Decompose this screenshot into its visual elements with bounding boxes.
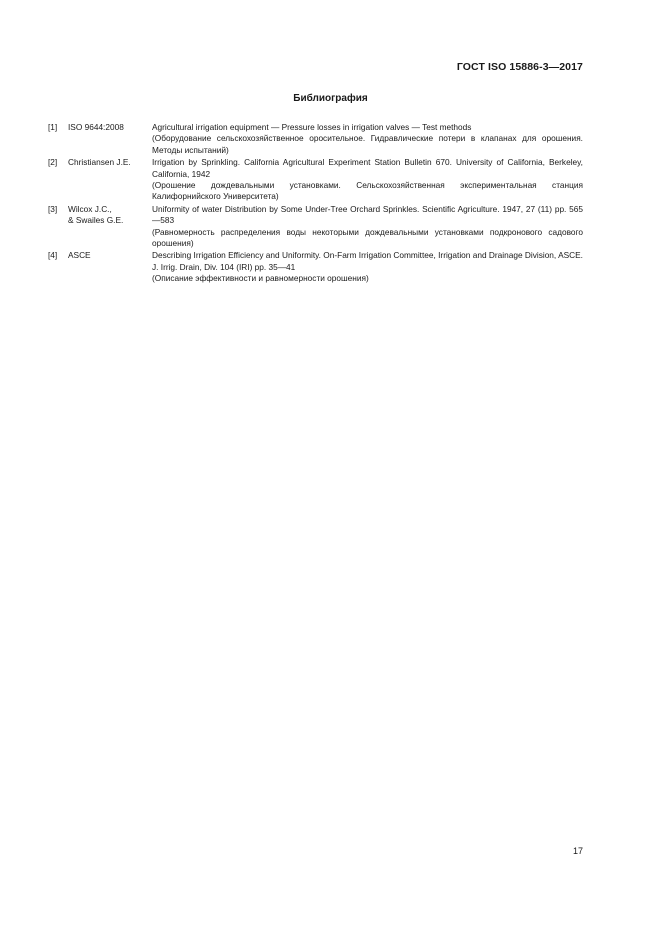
section-title: Библиография	[293, 93, 368, 104]
bibliography-entry	[48, 157, 583, 203]
entry-text-line: Agricultural irrigation equipment — Pressure losses in irrigation valves — Test methods	[152, 122, 472, 132]
bibliography-entry	[48, 122, 583, 156]
bibliography-entry	[48, 250, 583, 284]
entry-text	[152, 157, 583, 203]
entry-text-line: Describing Irrigation Efficiency and Uniformity. On-Farm Irrigation Committee, Irrigation and Drainage Division, ASCE. J. Irrig. Drain, Div. 104 (IRI) pp. 35—41	[152, 250, 583, 272]
entry-text	[152, 250, 583, 284]
entry-number: [2]	[48, 157, 58, 168]
entry-number: [3]	[48, 203, 58, 214]
entry-author-line: & Swailes G.E.	[68, 215, 124, 226]
entry-text-line: Irrigation by Sprinkling. California Agricultural Experiment Station Bulletin 670. University of California, Berkeley, California, 1942	[152, 157, 583, 179]
entry-number: [4]	[48, 250, 58, 261]
entry-text	[152, 204, 583, 250]
entry-text-line: Uniformity of water Distribution by Some Under-Tree Orchard Sprinkles. Scientific Agriculture. 1947, 27 (11) pp. 565—583	[152, 203, 583, 226]
entry-number: [1]	[48, 122, 58, 132]
document-code: ГОСТ ISO 15886-3—2017	[456, 61, 583, 73]
entry-author-line: Christiansen J.E.	[68, 157, 131, 168]
entry-text-line: (Описание эффективности и равномерности орошения)	[152, 273, 369, 284]
entry-author	[68, 250, 152, 284]
entry-text-line: (Орошение дождевальными установками. Сельскохозяйственная экспериментальная станция Калифорнийского Университета)	[152, 180, 583, 202]
entry-text	[152, 122, 583, 156]
entry-author	[68, 204, 152, 250]
entry-author-line: Wilcox J.C.,	[68, 203, 112, 214]
bibliography-entry	[48, 204, 583, 250]
entry-author	[68, 122, 152, 156]
entry-text-line: (Оборудование сельскохозяйственное оросительное. Гидравлические потери в клапанах для орошения. Методы испытаний)	[152, 133, 583, 155]
page-number: 17	[572, 846, 583, 856]
entry-author-line: ASCE	[68, 250, 91, 261]
bibliography-list	[48, 122, 583, 286]
entry-author	[68, 157, 152, 203]
entry-author-line: ISO 9644:2008	[68, 122, 124, 132]
entry-text-line: (Равномерность распределения воды некоторыми дождевальными установками подкронового садового орошения)	[152, 226, 583, 249]
